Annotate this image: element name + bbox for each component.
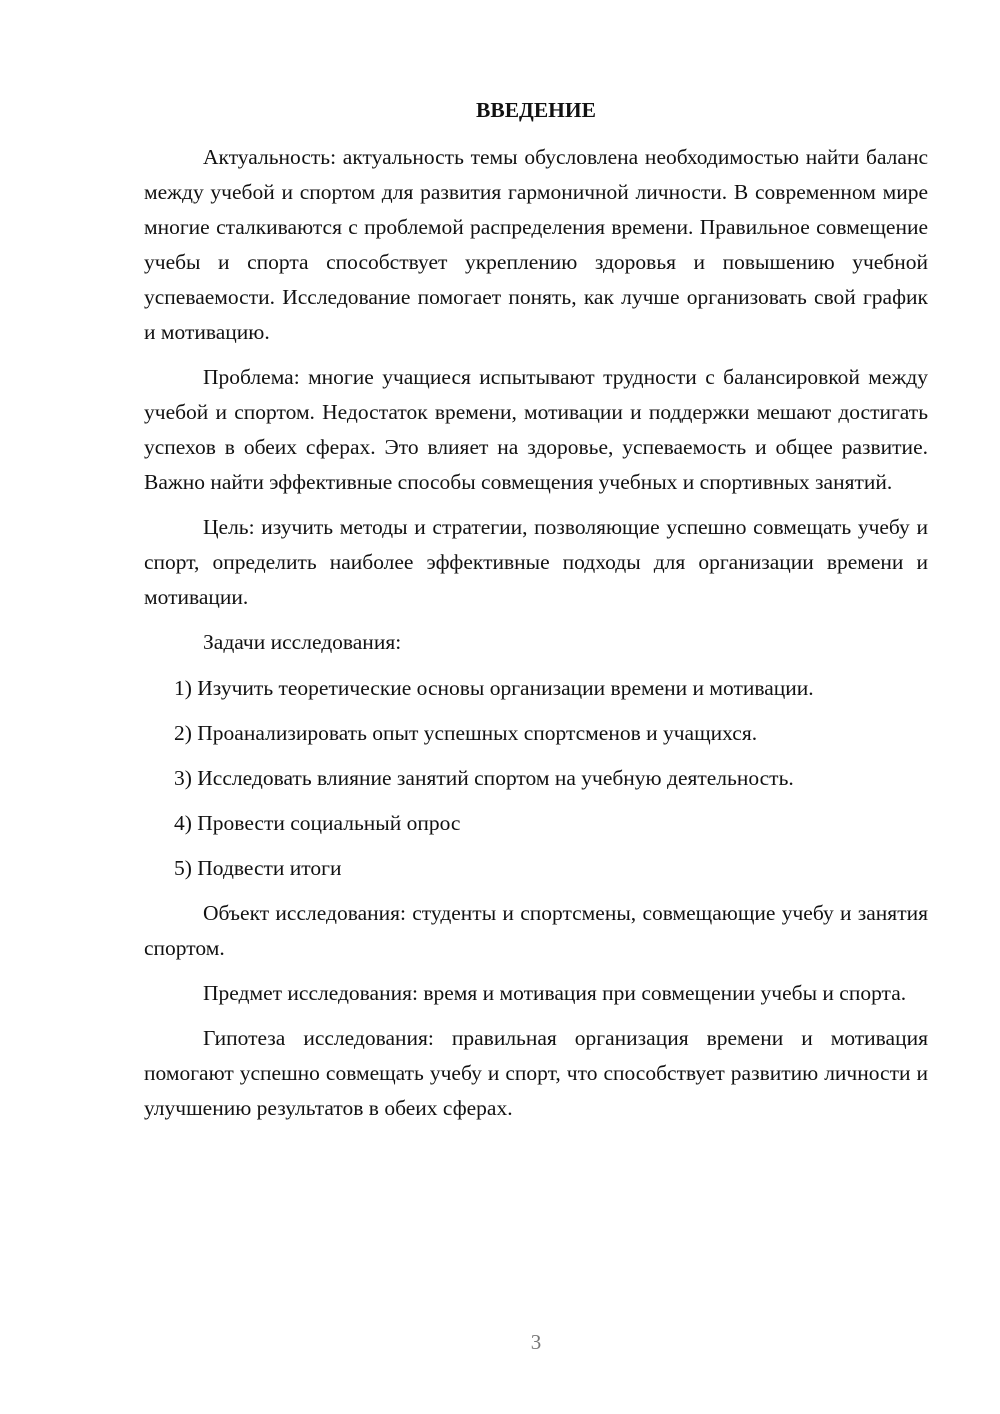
goal-paragraph: Цель: изучить методы и стратегии, позволяющие успешно совмещать учебу и спорт, определить наиболее эффективные подходы для организации времени и мотивации. [144,515,928,609]
hypothesis-paragraph: Гипотеза исследования: правильная организация времени и мотивация помогают успешно совмещать учебу и спорт, что способствует развитию личности и улучшению результатов в обеих сферах. [144,1026,928,1120]
page-title: ВВЕДЕНИЕ [476,98,596,122]
page-number: 3 [530,1330,542,1354]
subject-paragraph: Предмет исследования: время и мотивация при совмещении учебы и спорта. [203,981,907,1005]
relevance-paragraph: Актуальность: актуальность темы обусловлена необходимостью найти баланс между учебой и спортом для развития гармоничной личности. В современном мире многие сталкиваются с проблемой распределения времени. Правильное совмещение учебы и спорта способствует укреплению здоровья и повышению учебной успеваемости. Исследование помогает понять, как лучше организовать свой график и мотивацию. [144,145,928,344]
list-item: 4) Провести социальный опрос [174,811,461,835]
object-paragraph: Объект исследования: студенты и спортсмены, совмещающие учебу и занятия спортом. [144,901,928,960]
list-item: 5) Подвести итоги [174,856,342,880]
list-item: 2) Проанализировать опыт успешных спортсменов и учащихся. [174,721,758,745]
document-page [144,92,928,1136]
problem-paragraph: Проблема: многие учащиеся испытывают трудности с балансировкой между учебой и спортом. Недостаток времени, мотивации и поддержки мешают достигать успехов в обеих сферах. Это влияет на здоровье, успеваемость и общее развитие. Важно найти эффективные способы совмещения учебных и спортивных занятий. [144,365,928,494]
tasks-list [144,671,928,886]
list-item: 1) Изучить теоретические основы организации времени и мотивации. [174,676,814,700]
tasks-heading: Задачи исследования: [203,630,402,654]
list-item: 3) Исследовать влияние занятий спортом на учебную деятельность. [174,766,794,790]
